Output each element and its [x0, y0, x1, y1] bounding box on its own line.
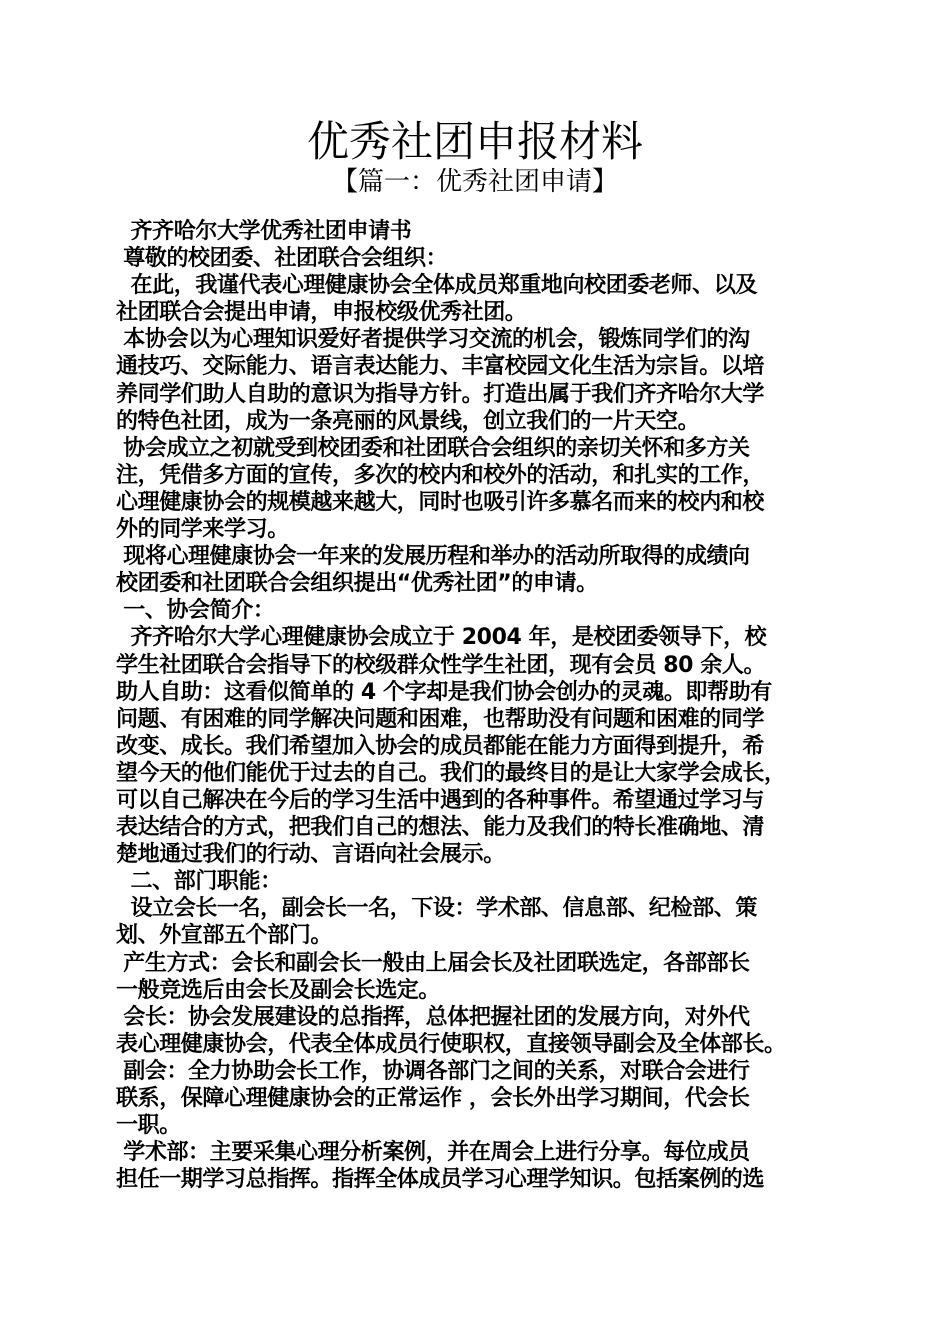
text-line: 楚地通过我们的行动、言语向社会展示。: [116, 842, 505, 868]
text-line: 表心理健康协会，代表全体成员行使职权，直接领导副会及全体部长。: [116, 1031, 786, 1057]
text-line: 学术部：主要采集心理分析案例，并在周会上进行分享。每位成员: [116, 1140, 750, 1166]
text-line: 社团联合会提出申请，申报校级优秀社团。: [116, 300, 527, 326]
text-line: 问题、有困难的同学解决问题和困难，也帮助没有问题和困难的同学: [116, 706, 765, 732]
text-line: 校团委和社团联合会组织提出“优秀社团”的申请。: [116, 571, 598, 597]
document-subtitle: 【篇一：优秀社团申请】: [331, 167, 618, 197]
text-line: 尊敬的校团委、社团联合会组织：: [116, 246, 448, 272]
text-line: 助人自助：这看似简单的 4 个字却是我们协会创办的灵魂。即帮助有: [116, 679, 772, 705]
document-title: 优秀社团申报材料: [306, 117, 643, 166]
text-line: 心理健康协会的规模越来越大，同时也吸引许多慕名而来的校内和校: [116, 489, 765, 515]
text-line: 本协会以为心理知识爱好者提供学习交流的机会，锻炼同学们的沟: [116, 327, 750, 353]
text-line: 外的同学来学习。: [116, 517, 289, 543]
text-line: 会长：协会发展建设的总指挥，总体把握社团的发展方向，对外代: [116, 1004, 750, 1030]
text-line: 联系，保障心理健康协会的正常运作 ，会长外出学习期间，代会长: [116, 1086, 750, 1111]
text-line: 现将心理健康协会一年来的发展历程和举办的活动所取得的成绩向: [116, 544, 750, 570]
text-line: 一职。: [116, 1113, 181, 1139]
text-line: 划、外宣部五个部门。: [116, 923, 333, 949]
text-line: 二、部门职能：: [116, 869, 282, 895]
document-body: [116, 218, 836, 1193]
text-line: 设立会长一名，副会长一名，下设：学术部、信息部、纪检部、策: [116, 896, 757, 922]
text-line: 的特色社团，成为一条亮丽的风景线，创立我们的一片天空。: [116, 408, 700, 434]
text-line: 协会成立之初就受到校团委和社团联合会组织的亲切关怀和多方关: [116, 435, 750, 461]
text-line: 一、协会简介：: [116, 598, 275, 624]
text-line: 学生社团联合会指导下的校级群众性学生社团，现有会员 80 余人。: [116, 652, 766, 678]
text-line: 养同学们助人自助的意识为指导方针。打造出属于我们齐齐哈尔大学: [116, 381, 765, 407]
text-line: 齐齐哈尔大学心理健康协会成立于 2004 年，是校团委领导下，校: [116, 625, 767, 651]
text-line: 通技巧、交际能力、语言表达能力、丰富校园文化生活为宗旨。以培: [116, 354, 765, 380]
text-line: 可以自己解决在今后的学习生活中遇到的各种事件。希望通过学习与: [116, 787, 765, 813]
text-line: 表达结合的方式，把我们自己的想法、能力及我们的特长准确地、清: [116, 815, 765, 841]
text-line: 齐齐哈尔大学优秀社团申请书: [116, 219, 412, 244]
text-line: 改变、成长。我们希望加入协会的成员都能在能力方面得到提升，希: [116, 733, 765, 759]
text-line: 一般竞选后由会长及副会长选定。: [116, 977, 441, 1003]
text-line: 担任一期学习总指挥。指挥全体成员学习心理学知识。包括案例的选: [116, 1167, 765, 1193]
text-line: 注，凭借多方面的宣传，多次的校内和校外的活动，和扎实的工作，: [116, 462, 765, 488]
text-line: 副会：全力协助会长工作，协调各部门之间的关系，对联合会进行: [116, 1058, 750, 1084]
text-line: 产生方式：会长和副会长一般由上届会长及社团联选定，各部部长: [116, 950, 750, 976]
text-line: 望今天的他们能优于过去的自己。我们的最终目的是让大家学会成长，: [116, 760, 786, 786]
text-line: 在此，我谨代表心理健康协会全体成员郑重地向校团委老师、以及: [116, 273, 757, 299]
